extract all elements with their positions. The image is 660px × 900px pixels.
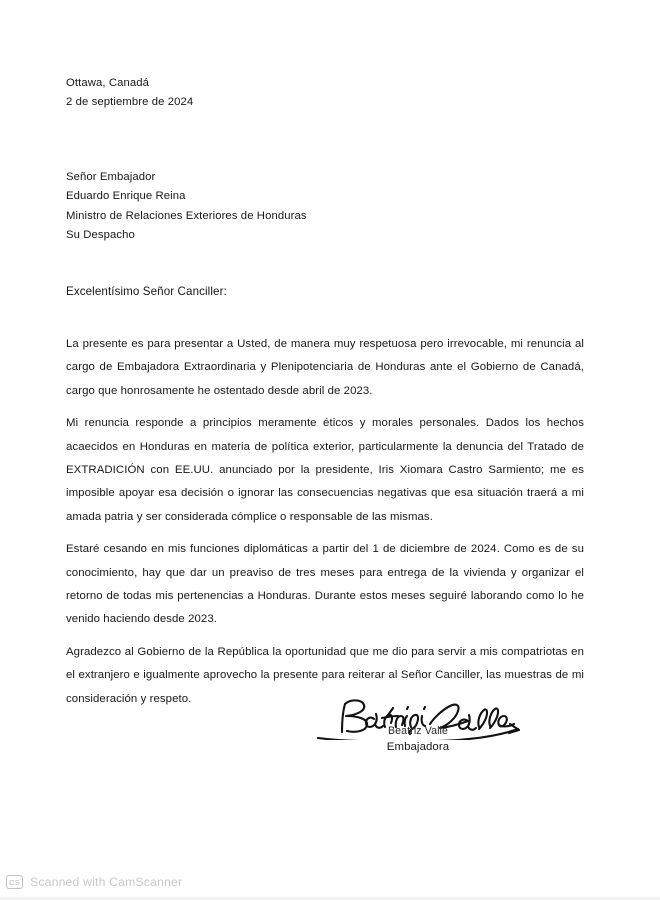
body-paragraph-2: Mi renuncia responde a principios meramente éticos y morales personales. Dados los hechos acaecidos en Honduras en materia de política exterior, particularmente la denuncia del Tratado de EXTRADICIÓN con EE.UU. anunciado por la presidente, Iris Xiomara Castro Sarmiento; me es imposible apoyar esa decisión o ignorar las consecuencias negativas que esa situación traerá a mi amada patria y ser considerada cómplice o responsable de las mismas. [66, 417, 584, 523]
signer-title: Embajadora [386, 741, 450, 753]
signature-names [288, 724, 548, 756]
addressee-line-4: Su Despacho [66, 229, 135, 242]
signer-name: Beatriz Valle [388, 725, 448, 737]
letter-body [66, 333, 584, 711]
body-paragraph-3: Estaré cesando en mis funciones diplomáticas a partir del 1 de diciembre de 2024. Como es de su conocimiento, hay que dar un preaviso de tres meses para entrega de la vivienda y organizar el retorno de todas mis pertenencias a Honduras. Durante estos meses seguiré laborando como lo he venido haciendo desde 2023. [66, 543, 584, 626]
body-paragraph-1: La presente es para presentar a Usted, de manera muy respetuosa pero irrevocable, mi renuncia al cargo de Embajadora Extraordinaria y Plenipotenciaria de Honduras ante el Gobierno de Canadá, cargo que honrosamente he ostentado desde abril de 2023. [66, 338, 584, 397]
place-and-date [66, 74, 466, 112]
addressee-line-2: Eduardo Enrique Reina [66, 190, 186, 203]
signature-block [288, 694, 548, 756]
camscanner-watermark-text: Scanned with CamScanner [30, 875, 183, 889]
place-line: Ottawa, Canadá [66, 77, 150, 89]
salutation: Excelentísimo Señor Canciller: [66, 285, 227, 298]
camscanner-watermark [6, 875, 182, 889]
addressee-line-3: Ministro de Relaciones Exteriores de Honduras [66, 209, 307, 222]
body-paragraph-4: Agradezco al Gobierno de la República la oportunidad que me dio para servir a mis compatriotas en el extranjero e igualmente aprovecho la presente para reiterar al Señor Canciller, las muestras de mi consideración y respeto. [66, 646, 584, 705]
date-line: 2 de septiembre de 2024 [66, 96, 194, 108]
addressee-line-1: Señor Embajador [66, 171, 156, 183]
addressee-block [66, 168, 506, 246]
camscanner-logo-icon: CS [6, 875, 23, 889]
